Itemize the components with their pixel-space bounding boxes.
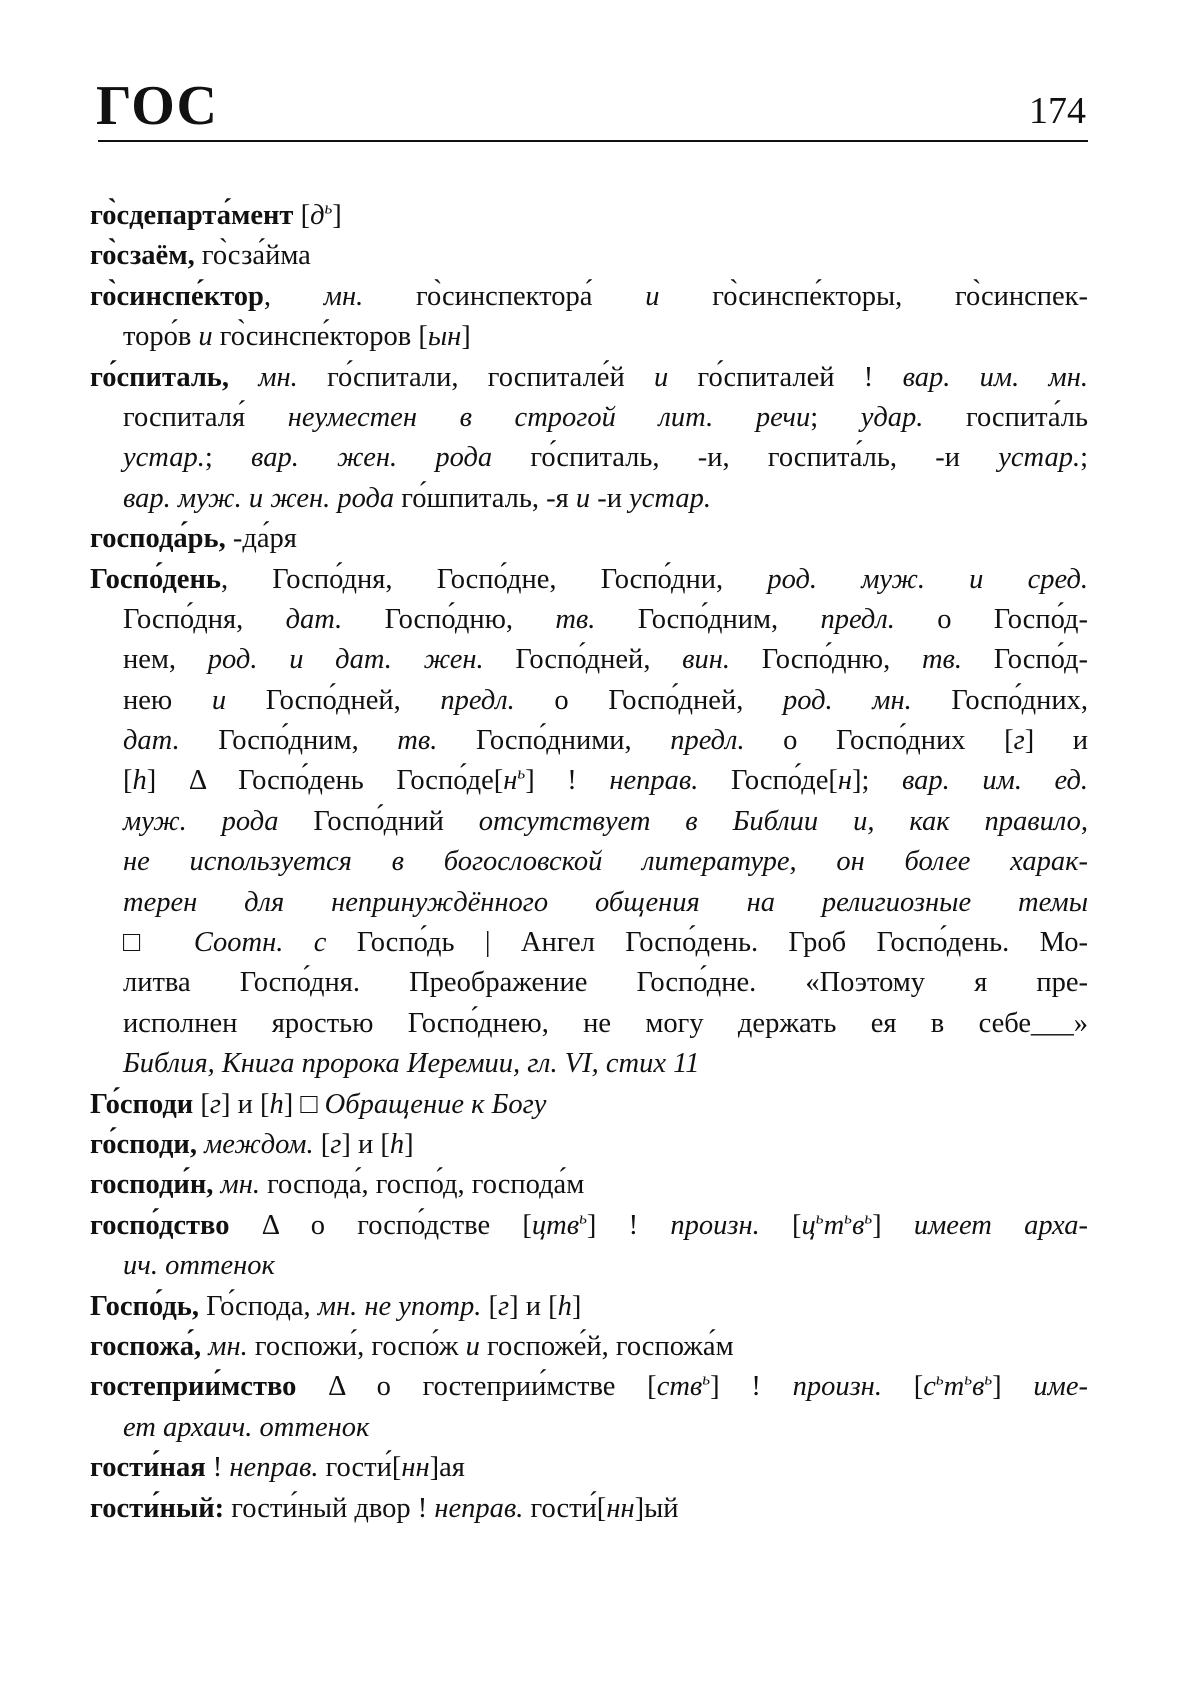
- label-italic: предл.: [820, 603, 895, 635]
- text-line: [90, 1367, 1088, 1407]
- text-line: [90, 1085, 1088, 1125]
- text: [229, 362, 258, 393]
- text: Госпо́де[: [698, 765, 838, 797]
- text: Госпо́дня,: [123, 603, 286, 635]
- text: -да́ря: [225, 523, 297, 555]
- text-line: [90, 196, 1088, 236]
- label-italic: мн.: [220, 1169, 260, 1201]
- text-line: [90, 883, 1088, 923]
- text: исполнен яростью Госпо́днею, не могу держать ея в себе___»: [123, 1007, 1088, 1039]
- text: го̀синспектора́: [363, 280, 646, 312]
- text: Го́спода,: [199, 1290, 318, 1322]
- label-italic: имеет арха-: [913, 1209, 1088, 1241]
- headword: госпо́дство: [90, 1209, 230, 1241]
- label-italic: в: [972, 1371, 985, 1403]
- label-italic: Обращение к Богу: [324, 1088, 547, 1120]
- text: господа́, госпо́д, господа́м: [259, 1169, 585, 1201]
- text: ]: [992, 1371, 1034, 1403]
- text: госпожи́, госпо́ж: [247, 1330, 466, 1362]
- label-italic: h: [557, 1290, 572, 1322]
- text: Госпо́дней,: [226, 684, 441, 716]
- label-italic: отсутствует в Библии и, как правило,: [478, 805, 1088, 837]
- label-italic: и: [645, 280, 660, 312]
- label-italic: произн.: [670, 1209, 760, 1241]
- label-italic: тв.: [921, 644, 963, 676]
- text-line: [90, 1004, 1088, 1044]
- label-italic: тв.: [555, 603, 596, 635]
- label-italic: и: [654, 361, 669, 393]
- text: ] и: [1024, 725, 1088, 757]
- label-italic: вин.: [682, 644, 731, 676]
- text: го́спиталей !: [668, 361, 903, 393]
- text: !: [205, 1452, 230, 1484]
- label-italic: ств: [656, 1371, 703, 1403]
- label-italic: мн.: [258, 361, 298, 393]
- label-italic: с: [923, 1371, 936, 1403]
- text: ;: [204, 442, 252, 474]
- text: [: [123, 765, 133, 797]
- text: [: [481, 1290, 499, 1322]
- text-line: [90, 963, 1088, 1003]
- text: го́спитали, госпитале́й: [297, 361, 654, 393]
- label-italic: д: [310, 200, 325, 231]
- text: ]: [332, 200, 342, 231]
- text: Госпо́д-: [962, 644, 1088, 676]
- text: □: [123, 927, 194, 959]
- text: ;: [1080, 442, 1088, 474]
- label-italic: и: [575, 482, 591, 514]
- text: ] и [: [220, 1088, 270, 1120]
- text-line: [90, 1287, 1088, 1327]
- superscript: ь: [864, 1208, 873, 1228]
- text: [: [313, 1128, 331, 1160]
- text: о Госпо́д-: [894, 603, 1088, 635]
- text: -и: [590, 482, 630, 514]
- headword: го́спиталь,: [90, 361, 230, 393]
- text: ] и [: [341, 1128, 390, 1160]
- superscript: ь: [702, 1369, 711, 1389]
- text: ]ый: [634, 1492, 679, 1524]
- text: [: [881, 1371, 924, 1403]
- label-italic: h: [269, 1088, 284, 1120]
- text: ] □: [283, 1088, 325, 1120]
- text: Госпо́дний: [278, 805, 479, 837]
- text-line: [90, 1165, 1088, 1205]
- superscript: ь: [579, 1208, 587, 1228]
- label-italic: цтв: [531, 1209, 580, 1241]
- text-line: [90, 842, 1088, 882]
- label-italic: вар. муж. и жен. рода: [123, 482, 395, 514]
- label-italic: г: [330, 1128, 342, 1160]
- text-line: [90, 600, 1088, 640]
- text-line: [90, 721, 1088, 761]
- label-italic: неуместен в строгой лит. речи: [287, 401, 811, 433]
- label-italic: муж. рода: [123, 805, 279, 837]
- page-number: 174: [1029, 90, 1086, 132]
- headword: го̀сзаём,: [90, 240, 195, 272]
- label-italic: дат.: [285, 603, 343, 635]
- text: [: [759, 1209, 802, 1241]
- superscript: ь: [517, 763, 526, 783]
- text: Госпо́дню,: [730, 644, 922, 676]
- text: Госпо́дней,: [483, 644, 683, 676]
- text: гости́[: [523, 1492, 607, 1524]
- text-line: [90, 277, 1088, 317]
- header-rule: [98, 140, 1088, 142]
- header-word: ГОС: [96, 75, 218, 137]
- label-italic: и: [465, 1330, 480, 1362]
- label-italic: произн.: [792, 1371, 882, 1403]
- text: ];: [852, 765, 902, 797]
- text: го́спиталь, -и, госпита́ль, -и: [492, 442, 999, 474]
- label-italic: устар.: [998, 442, 1081, 474]
- label-italic: г: [1013, 725, 1025, 757]
- text-line: [90, 438, 1088, 478]
- headword: го̀синспе́ктор: [90, 280, 264, 312]
- text-line: [90, 640, 1088, 680]
- text-line: [90, 1044, 1088, 1084]
- label-italic: ич. оттенок: [123, 1250, 275, 1282]
- text: ] !: [710, 1371, 793, 1403]
- text: Госпо́дь | Ангел Госпо́день. Гроб Госпо́день. Мо-: [326, 927, 1088, 959]
- text-line: [90, 560, 1088, 600]
- label-italic: вар. жен. рода: [251, 442, 493, 474]
- text: Δ о гостеприи́мстве [: [296, 1371, 657, 1403]
- text: ]: [571, 1290, 582, 1322]
- text-line: [90, 317, 1088, 357]
- text: о Госпо́дних [: [744, 725, 1014, 757]
- text-line: [90, 681, 1088, 721]
- label-italic: Библия, Книга пророка Иеремии, гл. VI, стих 11: [123, 1048, 700, 1080]
- label-italic: неправ.: [434, 1492, 524, 1524]
- text: госпита́ль: [923, 401, 1088, 433]
- label-italic: ын: [427, 321, 462, 353]
- text: го̀синспе́кторов [: [212, 321, 428, 353]
- text: ] !: [525, 765, 610, 797]
- label-italic: мн.: [323, 280, 364, 312]
- headword: господи́н,: [90, 1169, 214, 1201]
- label-italic: ет архаич. оттенок: [123, 1411, 370, 1443]
- text: ] Δ Госпо́день Госпо́де[: [146, 765, 504, 797]
- label-italic: ц: [801, 1209, 816, 1241]
- text-line: [90, 1206, 1088, 1246]
- text-line: [90, 519, 1088, 559]
- text: ;: [810, 401, 861, 433]
- label-italic: име-: [1033, 1371, 1088, 1403]
- label-italic: мн.: [208, 1330, 248, 1362]
- text: [: [193, 1088, 210, 1120]
- text: ]: [872, 1209, 914, 1241]
- label-italic: не используется в богословской литературе, он более харак-: [123, 846, 1088, 878]
- text: Госпо́дними,: [437, 725, 671, 757]
- text-line: [90, 923, 1088, 963]
- text: гости́ный двор !: [224, 1492, 435, 1524]
- label-italic: удар.: [860, 401, 924, 433]
- label-italic: вар. им. мн.: [902, 361, 1088, 393]
- headword: господа́рь,: [90, 523, 226, 555]
- superscript: ь: [935, 1369, 944, 1389]
- label-italic: нн: [606, 1492, 635, 1524]
- text-line: [90, 1489, 1088, 1529]
- text: ,: [263, 280, 324, 312]
- label-italic: т: [943, 1371, 965, 1403]
- label-italic: предл.: [670, 725, 745, 757]
- text: Госпо́дним,: [595, 603, 821, 635]
- text: Госпо́дних,: [911, 684, 1088, 716]
- label-italic: h: [389, 1128, 405, 1160]
- text: ] и [: [509, 1290, 558, 1322]
- dictionary-entries: [90, 196, 1088, 1529]
- headword: Госпо́дь,: [90, 1290, 199, 1322]
- label-italic: и: [211, 684, 227, 716]
- label-italic: неправ.: [609, 765, 699, 797]
- superscript: ь: [324, 198, 333, 218]
- text-line: [90, 1448, 1088, 1488]
- text: нею: [123, 684, 212, 716]
- headword: гости́ный:: [90, 1492, 225, 1524]
- label-italic: род. муж. и сред.: [767, 563, 1088, 595]
- text: [197, 1129, 204, 1160]
- label-italic: дат.: [123, 725, 180, 757]
- label-italic: н: [503, 765, 518, 797]
- text: нем,: [123, 644, 208, 676]
- text: ]: [404, 1128, 414, 1160]
- text: Госпо́дню,: [342, 603, 556, 635]
- label-italic: н: [837, 765, 853, 797]
- text-line: [90, 1408, 1088, 1448]
- label-italic: нн: [401, 1452, 430, 1484]
- text: о Госпо́дней,: [514, 684, 783, 716]
- text: го́шпиталь, -я: [394, 482, 576, 514]
- superscript: ь: [984, 1369, 993, 1389]
- text-line: [90, 358, 1088, 398]
- text: го̀синспе́кторы, го̀синспек-: [659, 280, 1088, 312]
- text-line: [90, 802, 1088, 842]
- text-line: [90, 1246, 1088, 1286]
- superscript: ь: [815, 1208, 824, 1228]
- label-italic: предл.: [440, 684, 515, 716]
- text: Госпо́дним,: [179, 725, 398, 757]
- text-line: [90, 1327, 1088, 1367]
- superscript: ь: [844, 1208, 852, 1228]
- label-italic: терен для непринуждённого общения на религиозные темы: [123, 886, 1088, 918]
- label-italic: т: [823, 1209, 845, 1241]
- headword: го̀сдепарта́мент: [90, 200, 294, 231]
- label-italic: h: [132, 765, 147, 797]
- headword: гостеприи́мство: [90, 1371, 297, 1403]
- label-italic: неправ.: [229, 1452, 319, 1484]
- superscript: ь: [964, 1369, 973, 1389]
- label-italic: род. мн.: [782, 684, 912, 716]
- text: ]: [461, 321, 471, 353]
- text: го̀сза́йма: [194, 240, 311, 272]
- label-italic: вар. им. ед.: [902, 765, 1088, 797]
- text: гости́[: [318, 1452, 402, 1484]
- text: ] !: [586, 1209, 671, 1241]
- text: ]ая: [429, 1452, 465, 1484]
- text: литва Госпо́дня. Преображение Госпо́дне. «Поэтому я пре-: [123, 967, 1088, 999]
- headword: Го́споди: [90, 1088, 194, 1120]
- label-italic: и: [198, 321, 213, 353]
- headword: госпожа́,: [90, 1330, 202, 1362]
- label-italic: г: [498, 1290, 510, 1322]
- text-line: [90, 761, 1088, 801]
- label-italic: устар.: [629, 482, 711, 514]
- text: [213, 1169, 220, 1200]
- text: госпиталя́: [123, 401, 288, 433]
- headword: Госпо́день: [90, 563, 221, 595]
- text-line: [90, 479, 1088, 519]
- headword: гости́ная: [90, 1452, 206, 1484]
- text: торо́в: [123, 321, 199, 353]
- label-italic: г: [209, 1088, 221, 1120]
- label-italic: междом.: [204, 1128, 314, 1160]
- label-italic: тв.: [397, 725, 438, 757]
- text-line: [90, 236, 1088, 276]
- text: [: [293, 200, 311, 231]
- headword: го́споди,: [90, 1128, 197, 1160]
- label-italic: Соотн. с: [193, 927, 327, 959]
- text: Δ о госпо́дстве [: [229, 1209, 532, 1241]
- text-line: [90, 1125, 1088, 1165]
- text-line: [90, 398, 1088, 438]
- label-italic: в: [851, 1209, 865, 1241]
- text: , Госпо́дня, Госпо́дне, Госпо́дни,: [220, 563, 768, 595]
- label-italic: род. и дат. жен.: [207, 644, 484, 676]
- label-italic: устар.: [123, 442, 205, 474]
- text: госпоже́й, госпожа́м: [479, 1330, 734, 1362]
- label-italic: мн. не употр.: [317, 1290, 482, 1322]
